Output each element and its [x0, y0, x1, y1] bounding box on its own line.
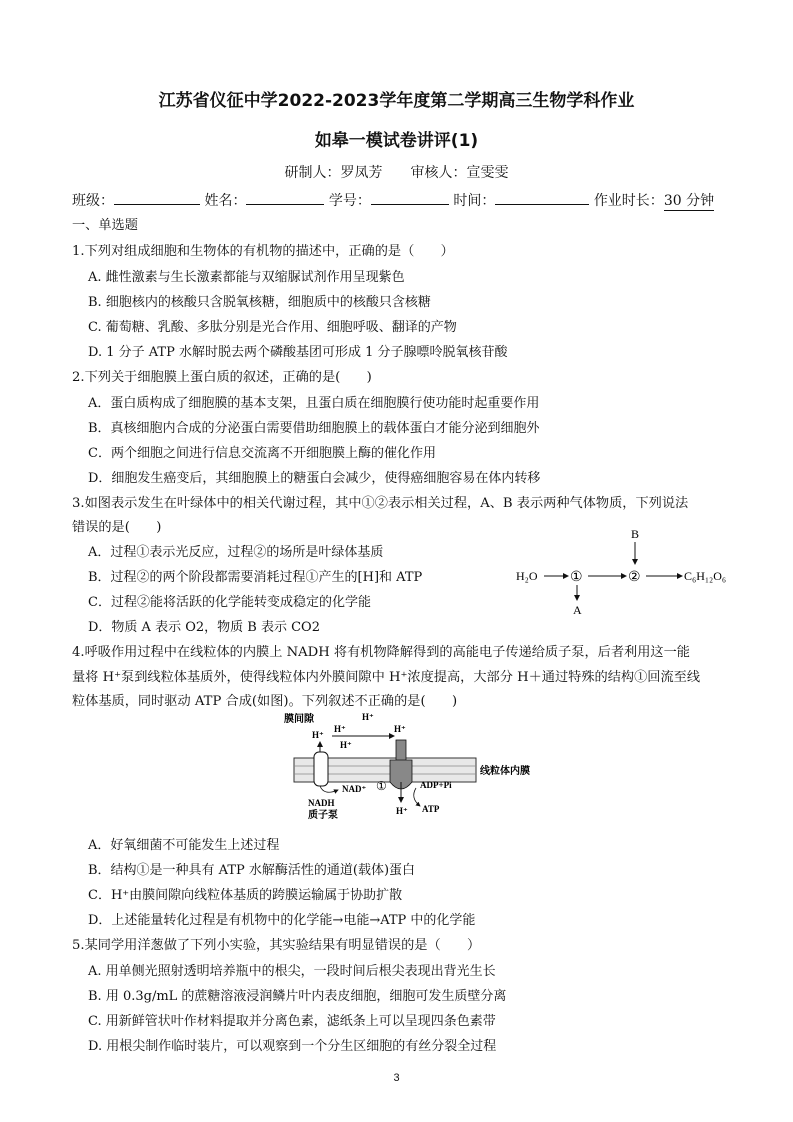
question-1-stem: 1.下列对组成细胞和生物体的有机物的描述中，正确的是（ ）	[72, 244, 454, 259]
h-plus-label-5: H⁺	[394, 724, 406, 734]
nadh-label: NADH	[308, 798, 335, 808]
proton-pump-shape	[314, 752, 328, 786]
intermembrane-space-label: 膜间隙	[284, 714, 314, 725]
question-5-option-d[interactable]: D. 用根尖制作临时装片，可以观察到一个分生区细胞的有丝分裂全过程	[88, 1039, 497, 1054]
diagram-input-h2o: H₂O	[516, 569, 538, 583]
time-label: 时间：	[453, 193, 496, 209]
question-1-option-b[interactable]: B. 细胞核内的核酸只含脱氧核糖，细胞质中的核酸只含核糖	[88, 295, 431, 310]
membrane-label: 线粒体内膜	[480, 766, 530, 777]
question-3-stem-line1: 3.如图表示发生在叶绿体中的相关代谢过程，其中①②表示相关过程，A、B 表示两种气体物质，下列说法	[72, 496, 689, 511]
arrow-adp-to-atp	[414, 788, 420, 806]
question-4-option-c[interactable]: C．H⁺由膜间隙向线粒体基质的跨膜运输属于协助扩散	[88, 888, 403, 903]
question-4-stem-line1: 4.呼吸作用过程中在线粒体的内膜上 NADH 将有机物降解得到的高能电子传递给质子泵，后者利用这一能	[72, 645, 690, 660]
class-label: 班级：	[72, 193, 114, 209]
question-2-stem: 2.下列关于细胞膜上蛋白质的叙述，正确的是( )	[72, 370, 372, 385]
question-5-option-b[interactable]: B. 用 0.3g/mL 的蔗糖溶液浸润鳞片叶内表皮细胞，细胞可发生质壁分离	[88, 989, 507, 1004]
photosynthesis-diagram	[508, 524, 734, 616]
question-2-option-d[interactable]: D．细胞发生癌变后，其细胞膜上的糖蛋白会减少，使得癌细胞容易在体内转移	[88, 471, 541, 486]
question-5-option-c[interactable]: C. 用新鲜管状叶作材料提取并分离色素，滤纸条上可以呈现四条色素带	[88, 1014, 496, 1029]
class-blank[interactable]	[114, 204, 200, 205]
diagram-step-1: ①	[570, 570, 583, 585]
duration-value: 30 分钟	[664, 190, 714, 211]
diagram-output-glucose: C₆H₁₂O₆	[684, 569, 727, 583]
diagram-label-a: A	[573, 603, 582, 616]
question-1-option-c[interactable]: C. 葡萄糖、乳酸、多肽分别是光合作用、细胞呼吸、翻译的产物	[88, 320, 457, 335]
structure-1-label: ①	[376, 779, 387, 793]
question-3-option-d[interactable]: D．物质 A 表示 O2，物质 B 表示 CO2	[88, 620, 320, 635]
student-info-line	[72, 190, 714, 211]
name-label: 姓名：	[204, 193, 247, 209]
question-3-option-b[interactable]: B．过程②的两个阶段都需要消耗过程①产生的[H]和 ATP	[88, 570, 423, 585]
question-4-stem-line3: 粒体基质，同时驱动 ATP 合成(如图)。下列叙述不正确的是( )	[72, 694, 458, 709]
question-4-option-a[interactable]: A．好氧细菌不可能发生上述过程	[88, 838, 280, 853]
question-5-option-a[interactable]: A. 用单侧光照射透明培养瓶中的根尖，一段时间后根尖表现出背光生长	[88, 964, 496, 979]
atp-synthase-channel	[396, 740, 406, 762]
question-2-option-a[interactable]: A．蛋白质构成了细胞膜的基本支架，且蛋白质在细胞膜行使功能时起重要作用	[88, 396, 540, 411]
h-plus-label-6: H⁺	[396, 806, 408, 816]
question-4-option-d[interactable]: D．上述能量转化过程是有机物中的化学能→电能→ATP 中的化学能	[88, 913, 476, 928]
question-5-stem: 5.某同学用洋葱做了下列小实验，其实验结果有明显错误的是（ ）	[72, 938, 481, 953]
diagram-step-2: ②	[628, 570, 641, 585]
question-4-option-b[interactable]: B．结构①是一种具有 ATP 水解酶活性的通道(载体)蛋白	[88, 863, 416, 878]
arrow-nadh-to-nad	[320, 786, 338, 792]
question-4-stem-line2: 量将 H⁺泵到线粒体基质外，使得线粒体内外膜间隙中 H⁺浓度提高，大部分 H＋通过特殊的结构①回流至线	[72, 670, 701, 685]
adp-pi-label: ADP+Pi	[420, 780, 452, 790]
h-plus-label-3: H⁺	[362, 712, 374, 722]
authors-line: 研制人：罗凤芳 审核人：宣雯雯	[284, 165, 509, 181]
proton-pump-label: 质子泵	[308, 810, 338, 821]
document-subtitle: 如皋一模试卷讲评(1)	[314, 131, 479, 151]
question-3-option-c[interactable]: C．过程②能将活跃的化学能转变成稳定的化学能	[88, 595, 371, 610]
question-3-option-a[interactable]: A．过程①表示光反应，过程②的场所是叶绿体基质	[88, 545, 384, 560]
question-2-option-b[interactable]: B．真核细胞内合成的分泌蛋白需要借助细胞膜上的载体蛋白才能分泌到细胞外	[88, 421, 540, 436]
nad-plus-label: NAD⁺	[342, 784, 367, 794]
question-2-option-c[interactable]: C．两个细胞之间进行信息交流离不开细胞膜上酶的催化作用	[88, 446, 436, 461]
document-title: 江苏省仪征中学2022-2023学年度第二学期高三生物学科作业	[158, 91, 635, 111]
time-blank[interactable]	[495, 204, 589, 205]
atp-label: ATP	[422, 804, 440, 814]
question-1-option-d[interactable]: D. 1 分子 ATP 水解时脱去两个磷酸基团可形成 1 分子腺嘌呤脱氧核苷酸	[88, 345, 508, 360]
id-label: 学号：	[328, 193, 371, 209]
mitochondria-membrane-diagram	[284, 710, 546, 822]
diagram-label-b: B	[631, 527, 640, 541]
section-heading: 一、单选题	[72, 218, 138, 233]
h-plus-label-2: H⁺	[334, 724, 346, 734]
pump-h-plus-label: H⁺	[312, 730, 324, 740]
h-plus-label-4: H⁺	[340, 740, 352, 750]
question-3-stem-line2: 错误的是( )	[72, 520, 162, 535]
duration-label: 作业时长：	[593, 193, 664, 209]
id-blank[interactable]	[371, 204, 449, 205]
question-1-option-a[interactable]: A. 雌性激素与生长激素都能与双缩脲试剂作用呈现紫色	[88, 270, 405, 285]
page-number: 3	[393, 1072, 400, 1084]
name-blank[interactable]	[246, 204, 324, 205]
